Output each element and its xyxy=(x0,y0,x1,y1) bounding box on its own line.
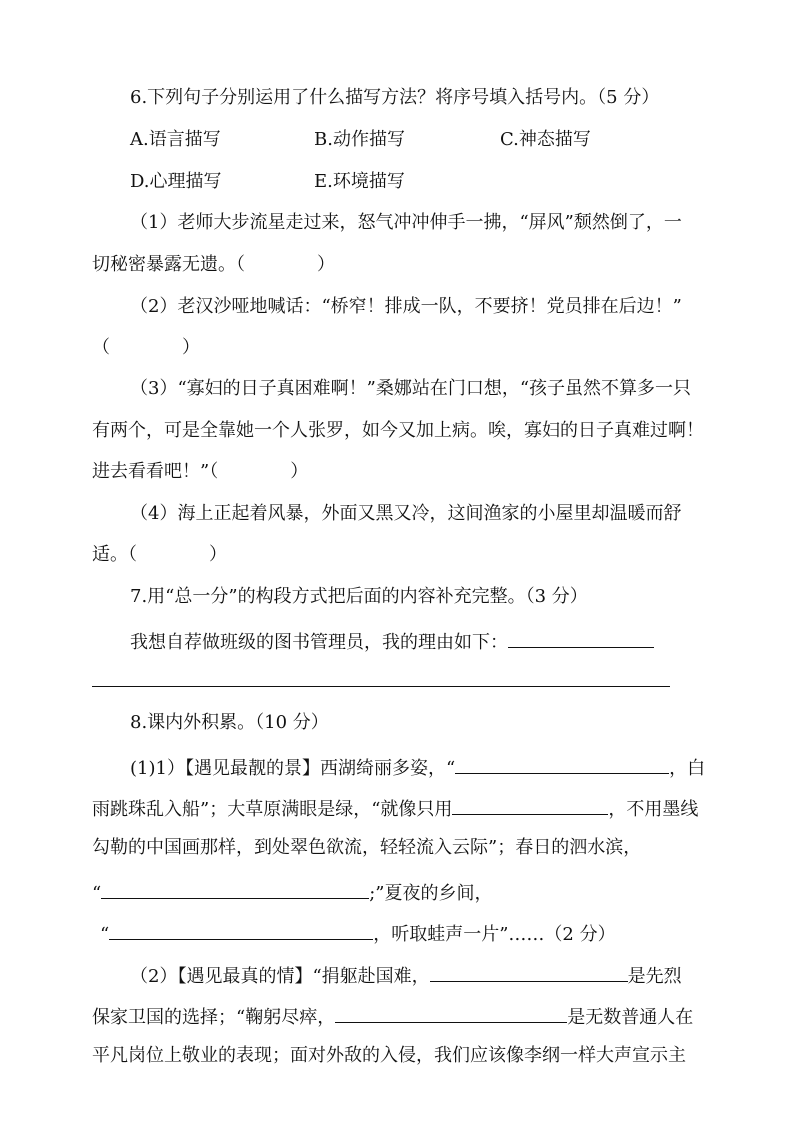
part-1-line-4 xyxy=(92,878,492,906)
answer-line[interactable] xyxy=(92,686,670,687)
part-2-line-2 xyxy=(92,1002,693,1030)
part-2-text: 是先烈 xyxy=(627,966,682,987)
part-1-line-2 xyxy=(92,794,698,822)
part-1-text: 雨跳珠乱入船”；大草原满眼是绿，“就像只用 xyxy=(92,799,453,820)
part-2-text: （2）【遇见最真的情】“捐躯赴国难， xyxy=(130,966,430,987)
part-1-line-5 xyxy=(100,919,616,947)
part-1-text: ，白 xyxy=(669,758,706,779)
option-c: C.神态描写 xyxy=(500,129,591,150)
part-1-text: “ xyxy=(92,883,102,904)
part-1-line-1 xyxy=(130,753,705,781)
question-8-title: 8.课内外积累。（10 分） xyxy=(130,712,329,733)
sentence-4-line-1: （4）海上正起着风暴，外面又黑又冷，这间渔家的小屋里却温暖而舒 xyxy=(130,503,682,524)
sentence-3-line-2: 有两个，可是全靠她一个人张罗，如今又加上病。唉，寡妇的日子真难过啊！ xyxy=(92,420,704,441)
answer-blank[interactable] xyxy=(101,878,369,899)
answer-blank[interactable] xyxy=(508,627,654,648)
part-2-line-3: 平凡岗位上敬业的表现；面对外敌的入侵，我们应该像李纲一样大声宣示主 xyxy=(92,1045,686,1066)
question-7-lead-text: 我想自荐做班级的图书管理员，我的理由如下： xyxy=(130,632,508,653)
question-7-title: 7.用“总一分”的构段方式把后面的内容补充完整。（3 分） xyxy=(130,586,588,607)
part-2-text: 保家卫国的选择；“鞠躬尽瘁， xyxy=(92,1007,336,1028)
part-1-text: “ xyxy=(100,924,110,945)
answer-blank[interactable] xyxy=(430,961,628,982)
sentence-2-line-1: （2）老汉沙哑地喊话：“桥窄！排成一队，不要挤！党员排在后边！” xyxy=(130,296,682,317)
part-1-text: (1)1）【遇见最靓的景】西湖绮丽多姿，“ xyxy=(130,758,456,779)
sentence-3-line-1: （3）“寡妇的日子真困难啊！”桑娜站在门口想，“孩子虽然不算多一只 xyxy=(130,378,692,399)
part-1-text: ;”夏夜的乡间， xyxy=(369,883,493,904)
option-e: E.环境描写 xyxy=(314,171,405,192)
part-1-text: ，不用墨线 xyxy=(608,799,699,820)
sentence-1-line-1: （1）老师大步流星走过来，怒气冲冲伸手一拂，“屏风”颓然倒了，一 xyxy=(130,212,682,233)
question-7-lead xyxy=(130,627,654,655)
question-6-title: 6.下列句子分别运用了什么描写方法？将序号填入括号内。（5 分） xyxy=(130,87,660,108)
option-b: B.动作描写 xyxy=(314,129,405,150)
part-2-text: 是无数普通人在 xyxy=(567,1007,694,1028)
option-d: D.心理描写 xyxy=(130,171,222,192)
sentence-4-line-2: 适。（ ） xyxy=(92,544,227,565)
part-2-line-1 xyxy=(130,961,682,989)
answer-blank[interactable] xyxy=(452,794,608,815)
answer-blank[interactable] xyxy=(455,753,669,774)
answer-blank[interactable] xyxy=(335,1002,567,1023)
option-a: A.语言描写 xyxy=(130,129,221,150)
answer-blank[interactable] xyxy=(109,919,373,940)
sentence-1-line-2: 切秘密暴露无遗。（ ） xyxy=(92,254,335,275)
part-1-line-3: 勾勒的中国画那样，到处翠色欲流，轻轻流入云际”；春日的泗水滨， xyxy=(92,837,642,858)
sentence-3-line-3: 进去看看吧！”（ ） xyxy=(92,461,309,482)
part-1-text: ，听取蛙声一片”……（2 分） xyxy=(373,924,616,945)
sentence-2-answer-bracket: （ ） xyxy=(92,337,200,358)
